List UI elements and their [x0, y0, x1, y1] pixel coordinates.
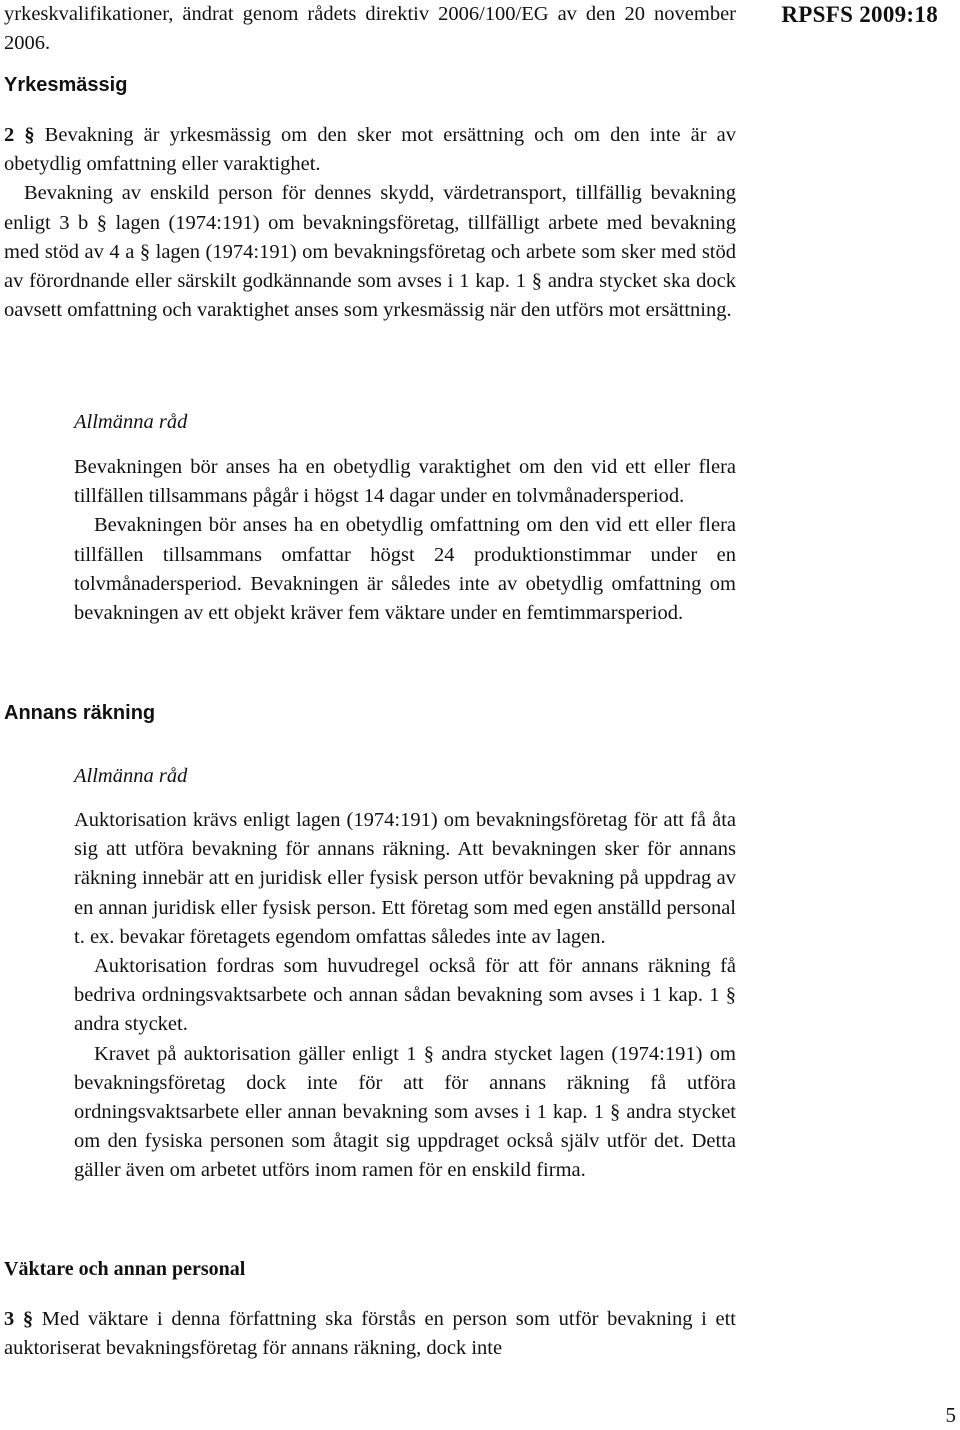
paragraph-2: [4, 121, 736, 179]
advice-paragraph: Bevakningen bör anses ha en obetydlig varaktighet om den vid ett eller flera tillfällen tillsammans pågår i högst 14 dagar under en tolvmånadersperiod.: [74, 456, 736, 508]
advice-paragraph: Auktorisation fordras som huvudregel också för att för annans räkning få bedriva ordningsvaktsarbete och annan sådan bevakning som avses i 1 kap. 1 § andra stycket.: [74, 955, 736, 1036]
general-advice-title: Allmänna råd: [74, 765, 188, 787]
general-advice-block: [74, 453, 736, 628]
section-body-vaktare: [4, 1305, 736, 1363]
intro-block: [4, 0, 736, 58]
paragraph-3: [4, 1305, 736, 1363]
paragraph-number: 3 §: [4, 1308, 34, 1330]
page-number: 5: [945, 1403, 956, 1427]
section-body-yrkesmassig: [4, 121, 736, 325]
paragraph-2-second: Bevakning av enskild person för dennes skydd, värdetransport, tillfällig bevakning enligt 3 b § lagen (1974:191) om bevakningsföretag, tillfälligt arbete med bevakning med stöd av 4 a § lagen (1974:191) om bevakningsföretag och arbete som sker med stöd av förordnande eller särskilt godkännande som avses i 1 kap. 1 § andra stycket ska dock oavsett omfattning och varaktighet anses som yrkesmässig när den utförs mot ersättning.: [4, 182, 736, 322]
advice-paragraph: Auktorisation krävs enligt lagen (1974:191) om bevakningsföretag för att få åta sig att utföra bevakning för annans räkning. Att bevakningen sker för annans räkning innebär att en juridisk eller fysisk person utför bevakning på uppdrag av en annan juridisk eller fysisk person. Ett företag som med egen anställd personal t. ex. bevakar företagets egendom omfattas således inte av lagen.: [74, 809, 736, 948]
section-heading-yrkesmassig: Yrkesmässig: [4, 74, 128, 96]
section-heading-vaktare: Väktare och annan personal: [4, 1258, 246, 1280]
advice-paragraph: Bevakningen bör anses ha en obetydlig omfattning om den vid ett eller flera tillfällen tillsammans omfattar högst 24 produktionstimmar under en tolvmånadersperiod. Bevakningen är således inte av obetydlig omfattning om bevakningen av ett objekt kräver fem väktare under en femtimmarsperiod.: [74, 514, 736, 625]
intro-paragraph: yrkeskvalifikationer, ändrat genom rådets direktiv 2006/100/EG av den 20 november 2006.: [4, 3, 736, 55]
paragraph-text: Bevakning är yrkesmässig om den sker mot ersättning och om den inte är av obetydlig omfattning eller varaktighet.: [4, 124, 736, 176]
advice-paragraph: Kravet på auktorisation gäller enligt 1 § andra stycket lagen (1974:191) om bevakningsföretag dock inte för att för annans räkning få utföra ordningsvaktsarbete eller annan bevakning som avses i 1 kap. 1 § andra stycket om den fysiska personen som åtagit sig uppdraget också själv utför det. Detta gäller även om arbetet utförs inom ramen för en enskild firma.: [74, 1042, 736, 1182]
section-heading-annans-rakning: Annans räkning: [4, 702, 156, 724]
general-advice-title: Allmänna råd: [74, 411, 188, 433]
paragraph-text: Med väktare i denna författning ska förstås en person som utför bevakning i ett auktoriserat bevakningsföretag för annans räkning, dock inte: [4, 1308, 737, 1360]
document-code: RPSFS 2009:18: [781, 2, 938, 27]
paragraph-number: 2 §: [4, 124, 35, 146]
general-advice-block: [74, 806, 736, 1186]
